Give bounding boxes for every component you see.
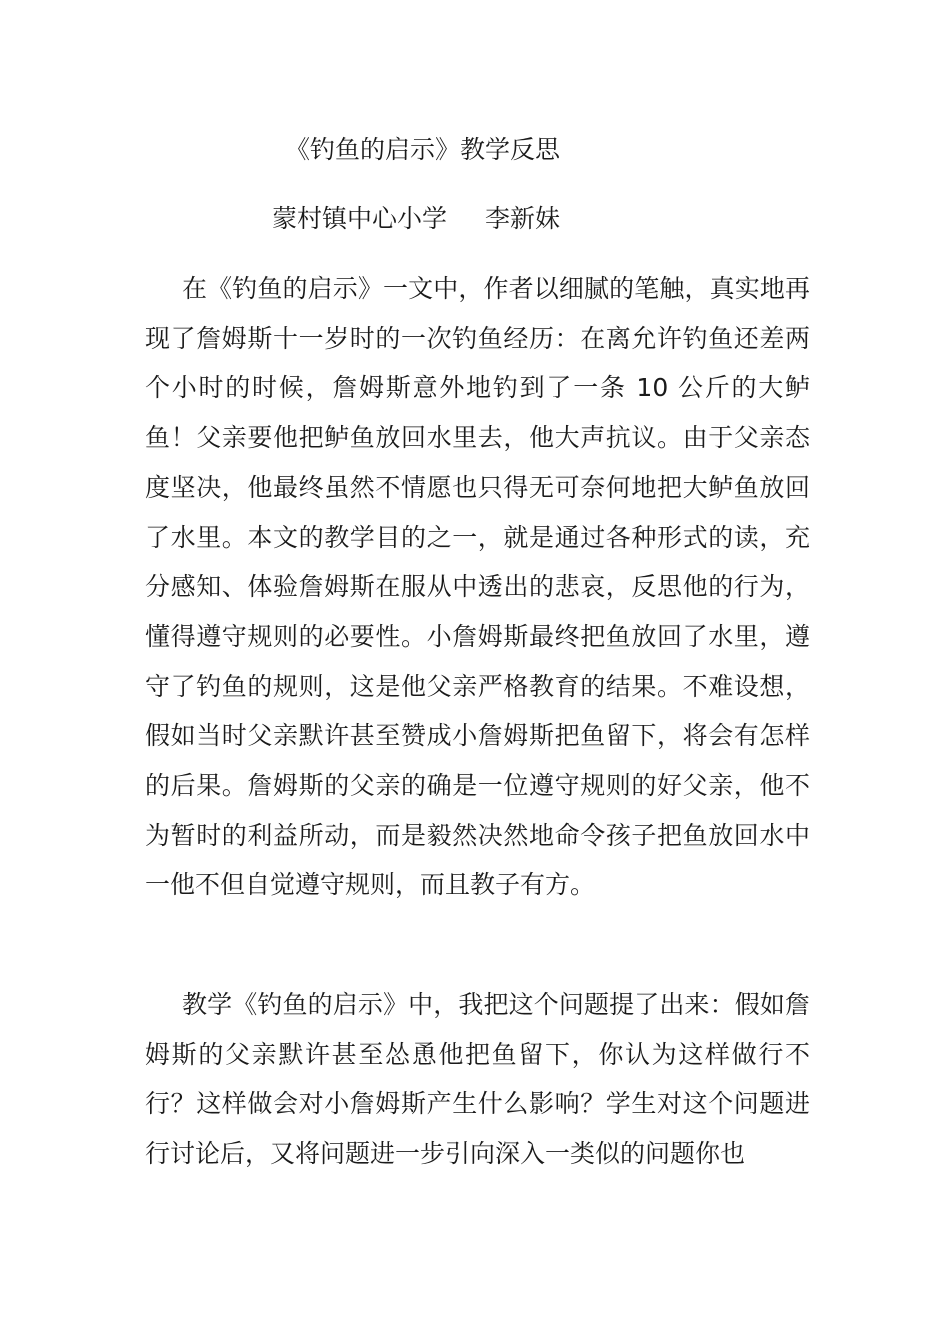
author-name: 李新妹	[485, 204, 561, 233]
byline	[272, 199, 560, 239]
paragraph-1: 在《钓鱼的启示》一文中，作者以细腻的笔触，真实地再现了詹姆斯十一岁时的一次钓鱼经历：在离允许钓鱼还差两个小时的时候，詹姆斯意外地钓到了一条 10 公斤的大鲈鱼！父亲要他把鲈鱼放回水里去，他大声抗议。由于父亲态度坚决，他最终虽然不情愿也只得无可奈何地把大鲈鱼放回了水里。本文的教学目的之一，就是通过各种形式的读，充分感知、体验詹姆斯在服从中透出的悲哀，反思他的行为，懂得遵守规则的必要性。小詹姆斯最终把鱼放回了水里，遵守了钓鱼的规则，这是他父亲严格教育的结果。不难设想，假如当时父亲默许甚至赞成小詹姆斯把鱼留下，将会有怎样的后果。詹姆斯的父亲的确是一位遵守规则的好父亲，他不为暂时的利益所动，而是毅然决然地命令孩子把鱼放回水中一他不但自觉遵守规则，而且教子有方。	[145, 274, 810, 900]
school-name: 蒙村镇中心小学	[272, 204, 448, 233]
paragraph-2: 教学《钓鱼的启示》中，我把这个问题提了出来：假如詹姆斯的父亲默许甚至怂恿他把鱼留下，你认为这样做行不行？这样做会对小詹姆斯产生什么影响？学生对这个问题进行讨论后，又将问题进一步引向深入一类似的问题你也	[145, 990, 810, 1169]
document-title: 《钓鱼的启示》教学反思	[285, 135, 561, 164]
